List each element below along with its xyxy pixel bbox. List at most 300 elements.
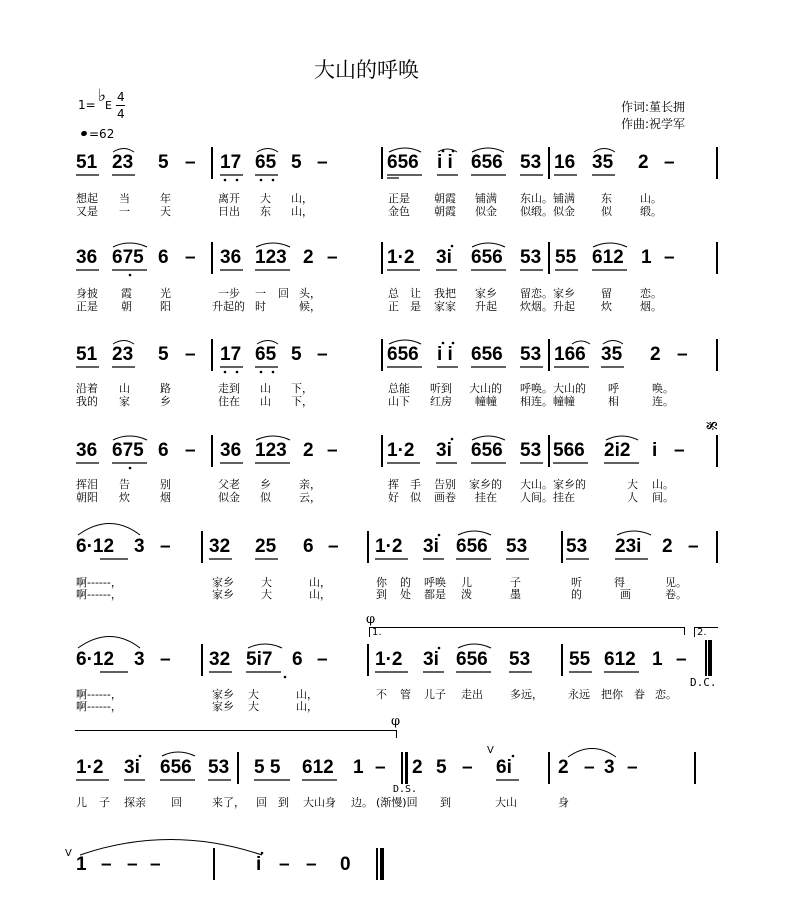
note-group: 53 (520, 440, 542, 461)
lyric: 朝霞 (434, 205, 456, 218)
note-group: 53 (509, 649, 531, 670)
note-group: 656 (387, 152, 419, 173)
lyric: 啊------， (76, 688, 122, 701)
lyric: 升起的 (212, 300, 245, 313)
lyric: 连。 (652, 395, 674, 408)
lyric: 缎。 (640, 205, 662, 218)
lyric: 到 (278, 796, 289, 809)
lyric: 正是 (76, 300, 98, 313)
lyric: 山下 (388, 395, 410, 408)
slur (568, 749, 616, 758)
dash: – (317, 649, 328, 670)
note-group: 2 (303, 440, 314, 461)
dash: – (127, 854, 138, 875)
dal-segno-mark: D.S. (393, 784, 418, 795)
lyric: 恋。 (655, 688, 677, 701)
note-group: 51 (76, 344, 98, 365)
segno-icon: 𝄋 (699, 421, 724, 431)
lyric: 朝 (121, 300, 132, 313)
lyric: 恋。 (640, 287, 662, 300)
note-group: 53 (208, 757, 230, 778)
lyric: 山 (119, 382, 130, 395)
lyric: 似 (260, 491, 271, 504)
note-group: 166 (554, 344, 586, 365)
note-group: 6·12 (76, 536, 115, 557)
lyric: 东山。铺满 (520, 192, 575, 205)
lyric: 卷。 (665, 588, 687, 601)
note-group: 1·2 (387, 440, 415, 461)
note-group: 3 (604, 757, 615, 778)
note-group: 53 (506, 536, 528, 557)
lyric: 回 (171, 796, 182, 809)
note-group: 53 (520, 344, 542, 365)
lyric: 儿 (461, 576, 472, 589)
slur (389, 340, 421, 344)
slur (472, 148, 504, 152)
lyric: 时 (255, 300, 266, 313)
dash: – (185, 344, 196, 365)
note-group: 1·2 (76, 757, 104, 778)
octave-dot (129, 467, 132, 470)
dash: – (327, 247, 338, 268)
note-group: i (256, 854, 262, 875)
lyric: 多远， (510, 688, 543, 701)
lyric: 不 (376, 688, 387, 701)
note-group: 1 (641, 247, 652, 268)
dash: – (677, 344, 688, 365)
dash: – (160, 536, 171, 557)
lyric: 大山 (495, 796, 517, 809)
slur (78, 637, 140, 649)
lyric: 总 (388, 287, 399, 300)
note-group: 0 (340, 854, 351, 875)
lyric: 东 (601, 192, 612, 205)
lyric: 家乡的 (469, 478, 502, 491)
note-group: 123 (255, 440, 287, 461)
coda-icon: φ (391, 714, 401, 729)
lyric: 天 (160, 205, 171, 218)
lyric: 探亲 (124, 796, 146, 809)
note-group: 656 (456, 536, 488, 557)
octave-dot (224, 371, 227, 374)
lyricist: 作词:堇长拥 (621, 100, 686, 114)
lyric: 子 (510, 576, 521, 589)
lyric: 大 (260, 192, 271, 205)
lyric: 告 (119, 478, 130, 491)
lyric: 似 (601, 205, 612, 218)
slur (113, 243, 147, 247)
dash: – (664, 152, 675, 173)
note-group: 16 (554, 152, 576, 173)
lyric: 把你 (601, 688, 623, 701)
lyric: 间。 (652, 491, 674, 504)
lyric: 别 (160, 478, 171, 491)
lyric: 啊------， (76, 700, 122, 713)
note-group: 3i (436, 247, 452, 268)
lyric: 大山的 (469, 382, 502, 395)
lyric: 听 (571, 576, 582, 589)
slur (113, 436, 147, 440)
note-group: 2 (638, 152, 649, 173)
note-group: 6 (292, 649, 303, 670)
da-capo-mark: D.C. (690, 676, 717, 689)
dash: – (185, 152, 196, 173)
note-group: 36 (76, 247, 98, 268)
octave-dot (451, 245, 454, 248)
note-group: 656 (471, 440, 503, 461)
lyric: 家乡 (212, 688, 234, 701)
slur (606, 436, 638, 440)
note-group: 2 (558, 757, 569, 778)
lyric: 家 (119, 395, 130, 408)
lyric: 画 (620, 588, 631, 601)
note-group: 23i (615, 536, 642, 557)
lyric: 炊 (601, 300, 612, 313)
octave-dot (272, 179, 275, 182)
lyric: 留 (601, 287, 612, 300)
octave-dot (512, 755, 515, 758)
note-group: 55 (555, 247, 577, 268)
lyric: 似缎。似金 (520, 205, 575, 218)
lyric: 山， (296, 700, 318, 713)
note-group: 612 (302, 757, 334, 778)
dash: – (279, 854, 290, 875)
lyric: 挂在 (475, 491, 497, 504)
lyric: 年 (160, 192, 171, 205)
lyric: 大山身 (303, 796, 336, 809)
note-group: 53 (520, 247, 542, 268)
lyric: 山。 (652, 478, 674, 491)
octave-dot (442, 342, 445, 345)
dash: – (664, 247, 675, 268)
note-group: 1·2 (387, 247, 415, 268)
lyric: 炊 (119, 491, 130, 504)
lyric: 来了， (212, 796, 245, 809)
lyric: 金色 (388, 205, 410, 218)
lyric: 正 (388, 300, 399, 313)
lyric: 住在 (218, 395, 240, 408)
lyric: 子 (99, 796, 110, 809)
octave-dot (452, 342, 455, 345)
lyric: 走出 (461, 688, 483, 701)
dash: – (317, 152, 328, 173)
lyric: 一 (255, 287, 266, 300)
lyric: 大 (261, 576, 272, 589)
note-group: 53 (520, 152, 542, 173)
note-group: 35 (601, 344, 623, 365)
dash: – (375, 757, 386, 778)
lyric: 相连。幢幢 (520, 395, 575, 408)
lyric: 阳 (160, 300, 171, 313)
note-group: 3 (134, 536, 145, 557)
lyric: 山 (260, 395, 271, 408)
note-group: 1 (652, 649, 663, 670)
note-group: 51 (76, 152, 98, 173)
lyric: 铺满 (475, 192, 497, 205)
breath-mark: V (65, 848, 72, 859)
lyric: 到 (440, 796, 451, 809)
lyric: 边。 (351, 796, 373, 809)
lyric: 下， (291, 382, 313, 395)
slur (248, 644, 282, 648)
time-signature-bottom: 4 (117, 107, 125, 121)
lyric: 家乡 (212, 576, 234, 589)
lyric: 走到 (218, 382, 240, 395)
note-group: 3i (423, 649, 439, 670)
dash: – (584, 757, 595, 778)
lyric: 管 (400, 688, 411, 701)
lyric: 见。 (665, 576, 687, 589)
note-group: 5 (291, 344, 302, 365)
lyric: 烟。 (640, 300, 662, 313)
lyric: 得 (614, 576, 625, 589)
lyric: 似金 (218, 491, 240, 504)
lyric: 升起 (475, 300, 497, 313)
note-group: i (652, 440, 658, 461)
lyric: 都是 (424, 588, 446, 601)
volta-2-label: 2. (697, 627, 707, 638)
lyric: 候， (299, 300, 321, 313)
note-group: 1 (76, 854, 87, 875)
slur (162, 752, 195, 756)
note-group: 6i (496, 757, 512, 778)
dash: – (676, 649, 687, 670)
note-group: 5 (158, 152, 169, 173)
dash: – (317, 344, 328, 365)
note-group: 65 (255, 344, 277, 365)
note-group: 53 (566, 536, 588, 557)
note-group: 23 (112, 344, 134, 365)
lyric: 让 (410, 287, 421, 300)
lyric: 身 (558, 796, 569, 809)
note-group: 656 (456, 649, 488, 670)
lyric: 父老 (218, 478, 240, 491)
lyric: 路 (160, 382, 171, 395)
note-group: 1·2 (375, 649, 403, 670)
lyric: 山 (260, 382, 271, 395)
lyric: 手 (410, 478, 421, 491)
lyric: 一 (119, 205, 130, 218)
note-group: 1·2 (375, 536, 403, 557)
slur (257, 341, 278, 345)
dash: – (185, 247, 196, 268)
note-group: 23 (112, 152, 134, 173)
composer: 作曲:祝学军 (621, 117, 686, 131)
lyric: 大 (627, 478, 638, 491)
slur (458, 644, 491, 648)
key-signature: 1= (78, 98, 96, 112)
slur (472, 243, 505, 247)
note-group: 656 (387, 344, 419, 365)
lyric: (渐慢)回 (376, 796, 418, 809)
lyric: 身披 (76, 287, 98, 300)
lyric: 一步 (218, 287, 240, 300)
lyric: 离开 (218, 192, 240, 205)
octave-dot (438, 534, 441, 537)
note-group: i i (437, 152, 453, 173)
lyric: 家家 (434, 300, 456, 313)
lyric: 大 (248, 700, 259, 713)
time-signature-top: 4 (117, 90, 125, 104)
lyric: 呼唤 (424, 576, 446, 589)
lyric: 人间。挂在 (520, 491, 575, 504)
slur (458, 531, 491, 535)
octave-dot (452, 150, 455, 153)
lyric: 你 (376, 576, 387, 589)
tempo-mark: =62 (89, 127, 115, 141)
octave-dot (442, 150, 445, 153)
lyric: 似 (410, 491, 421, 504)
lyric: 儿子 (424, 688, 446, 701)
slur (572, 341, 590, 344)
lyric: 啊------， (76, 588, 122, 601)
note-group: 6 (158, 247, 169, 268)
octave-dot (284, 676, 287, 679)
lyric: 呼 (608, 382, 619, 395)
lyric: 我把 (434, 287, 456, 300)
lyric: 又是 (76, 205, 98, 218)
lyric: 家乡 (212, 588, 234, 601)
lyric: 总能 (388, 382, 410, 395)
note-group: 612 (604, 649, 636, 670)
slur (257, 149, 278, 153)
dash: – (688, 536, 699, 557)
note-group: 6·12 (76, 649, 115, 670)
note-group: 5 (158, 344, 169, 365)
note-group: 36 (220, 440, 242, 461)
lyric: 亲， (299, 478, 321, 491)
slur (617, 531, 651, 535)
lyric: 泼 (461, 588, 472, 601)
note-group: 1 (353, 757, 364, 778)
slur (472, 436, 505, 440)
song-title: 大山的呼唤 (314, 58, 419, 82)
lyric: 呼唤。大山的 (520, 382, 586, 395)
note-group: 5i7 (246, 649, 273, 670)
note-group: 5 (291, 152, 302, 173)
octave-dot (224, 179, 227, 182)
note-group: 6 (158, 440, 169, 461)
dash: – (101, 854, 112, 875)
lyric: 人 (627, 491, 638, 504)
slur (594, 149, 615, 153)
lyric: 红房 (430, 395, 452, 408)
slur (78, 524, 140, 536)
note-group: 17 (220, 344, 242, 365)
dash: – (185, 440, 196, 461)
lyric: 听到 (430, 382, 452, 395)
note-group: 36 (220, 247, 242, 268)
lyric: 眷 (634, 688, 645, 701)
dash: – (627, 757, 638, 778)
coda-icon: φ (366, 612, 376, 627)
slur (113, 341, 134, 345)
note-group: 5 (436, 757, 447, 778)
lyric: 霞 (121, 287, 132, 300)
note-group: 2 (412, 757, 423, 778)
lyric: 好 (388, 491, 399, 504)
lyric: 大 (261, 588, 272, 601)
note-group: 656 (160, 757, 192, 778)
lyric: 相 (608, 395, 619, 408)
octave-dot (236, 371, 239, 374)
octave-dot (260, 371, 263, 374)
note-group: 25 (255, 536, 277, 557)
lyric: 山， (296, 688, 318, 701)
lyric: 回 (278, 287, 289, 300)
slur (113, 149, 134, 153)
note-group: 2 (662, 536, 673, 557)
note-group: 3i (124, 757, 140, 778)
lyric: 处 (400, 588, 411, 601)
dash: – (328, 536, 339, 557)
lyric: 墨 (510, 588, 521, 601)
lyric: 挥泪 (76, 478, 98, 491)
lyric: 头， (299, 287, 321, 300)
dash: – (150, 854, 161, 875)
note-group: 566 (553, 440, 585, 461)
note-group: 17 (220, 152, 242, 173)
note-group: 123 (255, 247, 287, 268)
note-group: 32 (209, 536, 231, 557)
lyric: 山， (309, 576, 331, 589)
lyric: 云， (299, 491, 321, 504)
lyric: 下， (291, 395, 313, 408)
dash: – (160, 649, 171, 670)
key-note: E (105, 99, 112, 112)
volta-1-label: 1. (372, 627, 382, 638)
lyric: 留恋。家乡 (520, 287, 575, 300)
lyric: 的 (400, 576, 411, 589)
lyric: 朝霞 (434, 192, 456, 205)
lyric: 画卷 (434, 491, 456, 504)
lyric: 大山。家乡的 (520, 478, 586, 491)
lyric: 似金 (475, 205, 497, 218)
note-group: 3i (423, 536, 439, 557)
tie (80, 840, 262, 856)
note-group: 656 (471, 247, 503, 268)
dash: – (674, 440, 685, 461)
note-group: 5 5 (254, 757, 281, 778)
lyric: 是 (410, 300, 421, 313)
note-group: 65 (255, 152, 277, 173)
lyric: 乡 (260, 478, 271, 491)
note-group: 612 (592, 247, 624, 268)
lyric: 烟 (160, 491, 171, 504)
note-group: 2 (303, 247, 314, 268)
lyric: 到 (376, 588, 387, 601)
note-group: 3 (134, 649, 145, 670)
slur (389, 148, 421, 152)
slur (256, 436, 290, 440)
note-group: 2i2 (604, 440, 631, 461)
lyric: 想起 (76, 192, 98, 205)
lyric: 家乡 (475, 287, 497, 300)
lyric: 唤。 (652, 382, 674, 395)
note-group: 675 (112, 440, 144, 461)
lyric: 大 (248, 688, 259, 701)
octave-dot (236, 179, 239, 182)
lyric: 正是 (388, 192, 410, 205)
lyric: 回 (256, 796, 267, 809)
lyric: 的 (571, 588, 582, 601)
lyric: 告别 (434, 478, 456, 491)
slur (256, 243, 290, 247)
octave-dot (438, 647, 441, 650)
slur (593, 243, 627, 247)
lyric: 乡 (160, 395, 171, 408)
dash: – (327, 440, 338, 461)
